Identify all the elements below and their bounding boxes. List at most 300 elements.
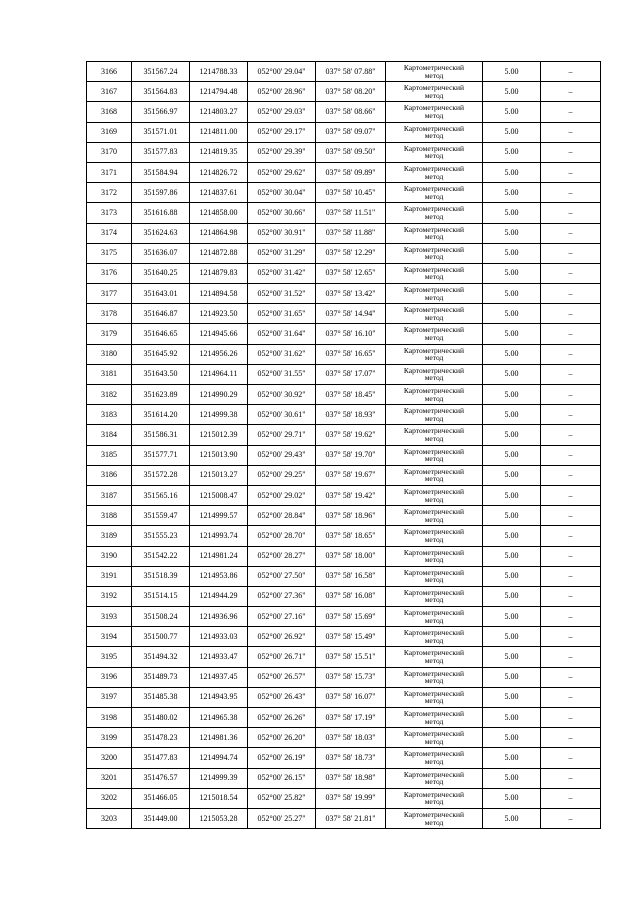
- x-coordinate-cell: 351577.83: [132, 142, 190, 162]
- y-coordinate-cell: 1214864.98: [190, 223, 248, 243]
- method-cell: [386, 102, 483, 122]
- method-line2: метод: [424, 716, 444, 726]
- longitude-cell: 037° 58' 12.65": [316, 263, 386, 283]
- latitude-cell: 052°00' 31.42": [248, 263, 316, 283]
- latitude-cell: 052°00' 31.55": [248, 364, 316, 384]
- y-coordinate-cell: 1214999.39: [190, 768, 248, 788]
- x-coordinate-cell: 351542.22: [132, 546, 190, 566]
- note-cell: –: [541, 385, 601, 405]
- accuracy-cell: 5.00: [483, 82, 541, 102]
- method-line2: метод: [424, 817, 444, 827]
- latitude-cell: 052°00' 26.20": [248, 728, 316, 748]
- accuracy-cell: 5.00: [483, 425, 541, 445]
- latitude-cell: 052°00' 27.16": [248, 607, 316, 627]
- table-row: [87, 223, 601, 243]
- y-coordinate-cell: 1214943.95: [190, 687, 248, 707]
- method-line1: Картометрический: [403, 285, 465, 295]
- method-line1: Картометрический: [403, 486, 465, 496]
- table-row: [87, 627, 601, 647]
- table-row: [87, 425, 601, 445]
- x-coordinate-cell: 351466.05: [132, 788, 190, 808]
- y-coordinate-cell: 1214944.29: [190, 586, 248, 606]
- x-coordinate-cell: 351640.25: [132, 263, 190, 283]
- longitude-cell: 037° 58' 19.62": [316, 425, 386, 445]
- method-cell: [386, 304, 483, 324]
- accuracy-cell: 5.00: [483, 566, 541, 586]
- table-row: [87, 808, 601, 828]
- method-line1: Картометрический: [403, 789, 465, 799]
- y-coordinate-cell: 1214964.11: [190, 364, 248, 384]
- point-number-cell: 3190: [87, 546, 132, 566]
- method-line2: метод: [424, 413, 444, 423]
- accuracy-cell: 5.00: [483, 728, 541, 748]
- note-cell: –: [541, 607, 601, 627]
- note-cell: –: [541, 465, 601, 485]
- note-cell: –: [541, 425, 601, 445]
- x-coordinate-cell: 351477.83: [132, 748, 190, 768]
- x-coordinate-cell: 351478.23: [132, 728, 190, 748]
- latitude-cell: 052°00' 29.02": [248, 485, 316, 505]
- y-coordinate-cell: 1215013.90: [190, 445, 248, 465]
- accuracy-cell: 5.00: [483, 122, 541, 142]
- longitude-cell: 037° 58' 18.00": [316, 546, 386, 566]
- method-cell: [386, 385, 483, 405]
- point-number-cell: 3179: [87, 324, 132, 344]
- method-line1: Картометрический: [403, 547, 465, 557]
- x-coordinate-cell: 351518.39: [132, 566, 190, 586]
- accuracy-cell: 5.00: [483, 364, 541, 384]
- method-cell: [386, 324, 483, 344]
- method-cell: [386, 203, 483, 223]
- longitude-cell: 037° 58' 16.10": [316, 324, 386, 344]
- note-cell: –: [541, 506, 601, 526]
- method-cell: [386, 142, 483, 162]
- latitude-cell: 052°00' 26.43": [248, 687, 316, 707]
- x-coordinate-cell: 351646.65: [132, 324, 190, 344]
- latitude-cell: 052°00' 31.64": [248, 324, 316, 344]
- accuracy-cell: 5.00: [483, 506, 541, 526]
- y-coordinate-cell: 1214937.45: [190, 667, 248, 687]
- point-number-cell: 3172: [87, 183, 132, 203]
- longitude-cell: 037° 58' 18.93": [316, 405, 386, 425]
- y-coordinate-cell: 1215012.39: [190, 425, 248, 445]
- latitude-cell: 052°00' 31.29": [248, 243, 316, 263]
- method-line2: метод: [424, 433, 444, 443]
- y-coordinate-cell: 1214993.74: [190, 526, 248, 546]
- longitude-cell: 037° 58' 16.07": [316, 687, 386, 707]
- accuracy-cell: 5.00: [483, 748, 541, 768]
- y-coordinate-cell: 1214803.27: [190, 102, 248, 122]
- longitude-cell: 037° 58' 18.03": [316, 728, 386, 748]
- latitude-cell: 052°00' 29.62": [248, 162, 316, 182]
- note-cell: –: [541, 566, 601, 586]
- accuracy-cell: 5.00: [483, 546, 541, 566]
- latitude-cell: 052°00' 26.19": [248, 748, 316, 768]
- table-row: [87, 142, 601, 162]
- method-line2: метод: [424, 393, 444, 403]
- latitude-cell: 052°00' 29.17": [248, 122, 316, 142]
- table-row: [87, 324, 601, 344]
- note-cell: –: [541, 344, 601, 364]
- latitude-cell: 052°00' 29.71": [248, 425, 316, 445]
- table-row: [87, 284, 601, 304]
- method-line2: метод: [424, 575, 444, 585]
- point-number-cell: 3173: [87, 203, 132, 223]
- accuracy-cell: 5.00: [483, 445, 541, 465]
- method-line1: Картометрический: [403, 63, 465, 72]
- y-coordinate-cell: 1214858.00: [190, 203, 248, 223]
- longitude-cell: 037° 58' 18.96": [316, 506, 386, 526]
- longitude-cell: 037° 58' 18.45": [316, 385, 386, 405]
- x-coordinate-cell: 351577.71: [132, 445, 190, 465]
- method-cell: [386, 586, 483, 606]
- y-coordinate-cell: 1214811.00: [190, 122, 248, 142]
- table-row: [87, 82, 601, 102]
- y-coordinate-cell: 1214819.35: [190, 142, 248, 162]
- method-line2: метод: [424, 312, 444, 322]
- method-cell: [386, 546, 483, 566]
- method-cell: [386, 364, 483, 384]
- longitude-cell: 037° 58' 18.73": [316, 748, 386, 768]
- method-cell: [386, 62, 483, 82]
- point-number-cell: 3181: [87, 364, 132, 384]
- y-coordinate-cell: 1214837.61: [190, 183, 248, 203]
- point-number-cell: 3193: [87, 607, 132, 627]
- method-line1: Картометрический: [403, 608, 465, 618]
- latitude-cell: 052°00' 25.82": [248, 788, 316, 808]
- note-cell: –: [541, 62, 601, 82]
- y-coordinate-cell: 1214933.47: [190, 647, 248, 667]
- note-cell: –: [541, 546, 601, 566]
- x-coordinate-cell: 351559.47: [132, 506, 190, 526]
- longitude-cell: 037° 58' 17.19": [316, 708, 386, 728]
- method-cell: [386, 526, 483, 546]
- method-line2: метод: [424, 595, 444, 605]
- method-cell: [386, 566, 483, 586]
- method-cell: [386, 708, 483, 728]
- y-coordinate-cell: 1215018.54: [190, 788, 248, 808]
- note-cell: –: [541, 586, 601, 606]
- method-line2: метод: [424, 696, 444, 706]
- table-row: [87, 445, 601, 465]
- latitude-cell: 052°00' 28.70": [248, 526, 316, 546]
- table-row: [87, 586, 601, 606]
- table-row: [87, 788, 601, 808]
- method-line2: метод: [424, 736, 444, 746]
- point-number-cell: 3199: [87, 728, 132, 748]
- accuracy-cell: 5.00: [483, 586, 541, 606]
- latitude-cell: 052°00' 28.96": [248, 82, 316, 102]
- x-coordinate-cell: 351643.01: [132, 284, 190, 304]
- method-line1: Картометрический: [403, 123, 465, 133]
- method-line2: метод: [424, 777, 444, 787]
- y-coordinate-cell: 1215008.47: [190, 485, 248, 505]
- point-number-cell: 3203: [87, 808, 132, 828]
- accuracy-cell: 5.00: [483, 405, 541, 425]
- method-line2: метод: [424, 191, 444, 201]
- longitude-cell: 037° 58' 18.98": [316, 768, 386, 788]
- note-cell: –: [541, 748, 601, 768]
- note-cell: –: [541, 304, 601, 324]
- method-line1: Картометрический: [403, 809, 465, 819]
- longitude-cell: 037° 58' 11.88": [316, 223, 386, 243]
- method-cell: [386, 808, 483, 828]
- latitude-cell: 052°00' 26.71": [248, 647, 316, 667]
- y-coordinate-cell: 1214936.96: [190, 607, 248, 627]
- longitude-cell: 037° 58' 16.08": [316, 586, 386, 606]
- note-cell: –: [541, 445, 601, 465]
- method-line1: Картометрический: [403, 184, 465, 194]
- accuracy-cell: 5.00: [483, 607, 541, 627]
- method-cell: [386, 748, 483, 768]
- method-line2: метод: [424, 171, 444, 181]
- table-row: [87, 405, 601, 425]
- longitude-cell: 037° 58' 18.65": [316, 526, 386, 546]
- x-coordinate-cell: 351476.57: [132, 768, 190, 788]
- note-cell: –: [541, 768, 601, 788]
- method-cell: [386, 162, 483, 182]
- note-cell: –: [541, 324, 601, 344]
- method-cell: [386, 405, 483, 425]
- accuracy-cell: 5.00: [483, 667, 541, 687]
- method-line1: Картометрический: [403, 386, 465, 395]
- longitude-cell: 037° 58' 11.51": [316, 203, 386, 223]
- y-coordinate-cell: 1214999.38: [190, 405, 248, 425]
- y-coordinate-cell: 1214933.03: [190, 627, 248, 647]
- method-line1: Картометрический: [403, 345, 465, 355]
- y-coordinate-cell: 1214994.74: [190, 748, 248, 768]
- latitude-cell: 052°00' 26.92": [248, 627, 316, 647]
- method-line1: Картометрический: [403, 688, 465, 698]
- method-cell: [386, 223, 483, 243]
- point-number-cell: 3176: [87, 263, 132, 283]
- point-number-cell: 3198: [87, 708, 132, 728]
- method-line2: метод: [424, 454, 444, 464]
- method-cell: [386, 183, 483, 203]
- y-coordinate-cell: 1214981.36: [190, 728, 248, 748]
- point-number-cell: 3171: [87, 162, 132, 182]
- method-cell: [386, 627, 483, 647]
- latitude-cell: 052°00' 30.92": [248, 385, 316, 405]
- x-coordinate-cell: 351555.23: [132, 526, 190, 546]
- note-cell: –: [541, 263, 601, 283]
- method-line1: Картометрический: [403, 426, 465, 436]
- longitude-cell: 037° 58' 08.66": [316, 102, 386, 122]
- table-row: [87, 62, 601, 82]
- latitude-cell: 052°00' 26.57": [248, 667, 316, 687]
- method-line2: метод: [424, 474, 444, 484]
- point-number-cell: 3189: [87, 526, 132, 546]
- note-cell: –: [541, 284, 601, 304]
- method-line2: метод: [424, 151, 444, 161]
- point-number-cell: 3196: [87, 667, 132, 687]
- method-line1: Картометрический: [403, 244, 465, 254]
- note-cell: –: [541, 142, 601, 162]
- latitude-cell: 052°00' 30.04": [248, 183, 316, 203]
- y-coordinate-cell: 1214999.57: [190, 506, 248, 526]
- x-coordinate-cell: 351643.50: [132, 364, 190, 384]
- method-line1: Картометрический: [403, 628, 465, 638]
- method-line1: Картометрический: [403, 466, 465, 476]
- point-number-cell: 3192: [87, 586, 132, 606]
- x-coordinate-cell: 351514.15: [132, 586, 190, 606]
- note-cell: –: [541, 162, 601, 182]
- method-line2: метод: [424, 615, 444, 625]
- longitude-cell: 037° 58' 15.51": [316, 647, 386, 667]
- y-coordinate-cell: 1214965.38: [190, 708, 248, 728]
- note-cell: –: [541, 788, 601, 808]
- longitude-cell: 037° 58' 21.81": [316, 808, 386, 828]
- point-number-cell: 3191: [87, 566, 132, 586]
- x-coordinate-cell: 351645.92: [132, 344, 190, 364]
- table-row: [87, 263, 601, 283]
- method-line1: Картометрический: [403, 305, 465, 315]
- latitude-cell: 052°00' 30.66": [248, 203, 316, 223]
- x-coordinate-cell: 351567.24: [132, 62, 190, 82]
- method-cell: [386, 647, 483, 667]
- point-number-cell: 3169: [87, 122, 132, 142]
- method-line2: метод: [424, 292, 444, 302]
- method-line2: метод: [424, 676, 444, 686]
- method-line1: Картометрический: [403, 406, 465, 416]
- point-number-cell: 3183: [87, 405, 132, 425]
- table-row: [87, 768, 601, 788]
- accuracy-cell: 5.00: [483, 243, 541, 263]
- latitude-cell: 052°00' 30.91": [248, 223, 316, 243]
- method-line2: метод: [424, 494, 444, 504]
- method-line1: Картометрический: [403, 204, 465, 214]
- y-coordinate-cell: 1214788.33: [190, 62, 248, 82]
- accuracy-cell: 5.00: [483, 62, 541, 82]
- x-coordinate-cell: 351485.38: [132, 687, 190, 707]
- y-coordinate-cell: 1214923.50: [190, 304, 248, 324]
- method-cell: [386, 607, 483, 627]
- x-coordinate-cell: 351489.73: [132, 667, 190, 687]
- method-line1: Картометрический: [403, 365, 465, 375]
- method-line2: метод: [424, 555, 444, 565]
- method-line1: Картометрический: [403, 587, 465, 597]
- point-number-cell: 3168: [87, 102, 132, 122]
- longitude-cell: 037° 58' 14.94": [316, 304, 386, 324]
- longitude-cell: 037° 58' 07.88": [316, 62, 386, 82]
- method-cell: [386, 788, 483, 808]
- table-row: [87, 647, 601, 667]
- x-coordinate-cell: 351623.89: [132, 385, 190, 405]
- x-coordinate-cell: 351616.88: [132, 203, 190, 223]
- longitude-cell: 037° 58' 19.67": [316, 465, 386, 485]
- point-number-cell: 3182: [87, 385, 132, 405]
- accuracy-cell: 5.00: [483, 344, 541, 364]
- note-cell: –: [541, 405, 601, 425]
- latitude-cell: 052°00' 31.62": [248, 344, 316, 364]
- method-cell: [386, 344, 483, 364]
- accuracy-cell: 5.00: [483, 102, 541, 122]
- method-line2: метод: [424, 797, 444, 807]
- x-coordinate-cell: 351508.24: [132, 607, 190, 627]
- method-cell: [386, 445, 483, 465]
- method-line2: метод: [424, 252, 444, 262]
- longitude-cell: 037° 58' 13.42": [316, 284, 386, 304]
- longitude-cell: 037° 58' 19.42": [316, 485, 386, 505]
- note-cell: –: [541, 647, 601, 667]
- y-coordinate-cell: 1214879.83: [190, 263, 248, 283]
- point-number-cell: 3194: [87, 627, 132, 647]
- latitude-cell: 052°00' 28.84": [248, 506, 316, 526]
- method-line2: метод: [424, 90, 444, 100]
- method-line1: Картометрический: [403, 83, 465, 93]
- longitude-cell: 037° 58' 17.07": [316, 364, 386, 384]
- note-cell: –: [541, 687, 601, 707]
- method-line1: Картометрический: [403, 709, 465, 718]
- method-line1: Картометрический: [403, 769, 465, 779]
- latitude-cell: 052°00' 30.61": [248, 405, 316, 425]
- point-number-cell: 3167: [87, 82, 132, 102]
- method-cell: [386, 263, 483, 283]
- note-cell: –: [541, 183, 601, 203]
- x-coordinate-cell: 351646.87: [132, 304, 190, 324]
- table-row: [87, 203, 601, 223]
- accuracy-cell: 5.00: [483, 788, 541, 808]
- x-coordinate-cell: 351586.31: [132, 425, 190, 445]
- point-number-cell: 3202: [87, 788, 132, 808]
- table-row: [87, 607, 601, 627]
- latitude-cell: 052°00' 26.15": [248, 768, 316, 788]
- note-cell: –: [541, 708, 601, 728]
- point-number-cell: 3180: [87, 344, 132, 364]
- longitude-cell: 037° 58' 15.49": [316, 627, 386, 647]
- table-row: [87, 304, 601, 324]
- method-line1: Картометрический: [403, 648, 465, 658]
- latitude-cell: 052°00' 29.25": [248, 465, 316, 485]
- point-number-cell: 3177: [87, 284, 132, 304]
- x-coordinate-cell: 351565.16: [132, 485, 190, 505]
- latitude-cell: 052°00' 28.27": [248, 546, 316, 566]
- method-line2: метод: [424, 373, 444, 383]
- accuracy-cell: 5.00: [483, 465, 541, 485]
- y-coordinate-cell: 1214990.29: [190, 385, 248, 405]
- point-number-cell: 3186: [87, 465, 132, 485]
- latitude-cell: 052°00' 26.26": [248, 708, 316, 728]
- table-row: [87, 183, 601, 203]
- accuracy-cell: 5.00: [483, 485, 541, 505]
- table-row: [87, 526, 601, 546]
- method-line1: Картометрический: [403, 163, 465, 173]
- note-cell: –: [541, 122, 601, 142]
- note-cell: –: [541, 808, 601, 828]
- point-number-cell: 3174: [87, 223, 132, 243]
- method-cell: [386, 465, 483, 485]
- point-number-cell: 3195: [87, 647, 132, 667]
- longitude-cell: 037° 58' 09.89": [316, 162, 386, 182]
- method-line2: метод: [424, 110, 444, 120]
- latitude-cell: 052°00' 27.36": [248, 586, 316, 606]
- table-row: [87, 385, 601, 405]
- y-coordinate-cell: 1214826.72: [190, 162, 248, 182]
- note-cell: –: [541, 364, 601, 384]
- latitude-cell: 052°00' 29.39": [248, 142, 316, 162]
- y-coordinate-cell: 1215053.28: [190, 808, 248, 828]
- method-cell: [386, 284, 483, 304]
- note-cell: –: [541, 82, 601, 102]
- table-row: [87, 748, 601, 768]
- longitude-cell: 037° 58' 12.29": [316, 243, 386, 263]
- table-row: [87, 506, 601, 526]
- latitude-cell: 052°00' 31.52": [248, 284, 316, 304]
- x-coordinate-cell: 351449.00: [132, 808, 190, 828]
- table-row: [87, 546, 601, 566]
- accuracy-cell: 5.00: [483, 768, 541, 788]
- method-line1: Картометрический: [403, 507, 465, 517]
